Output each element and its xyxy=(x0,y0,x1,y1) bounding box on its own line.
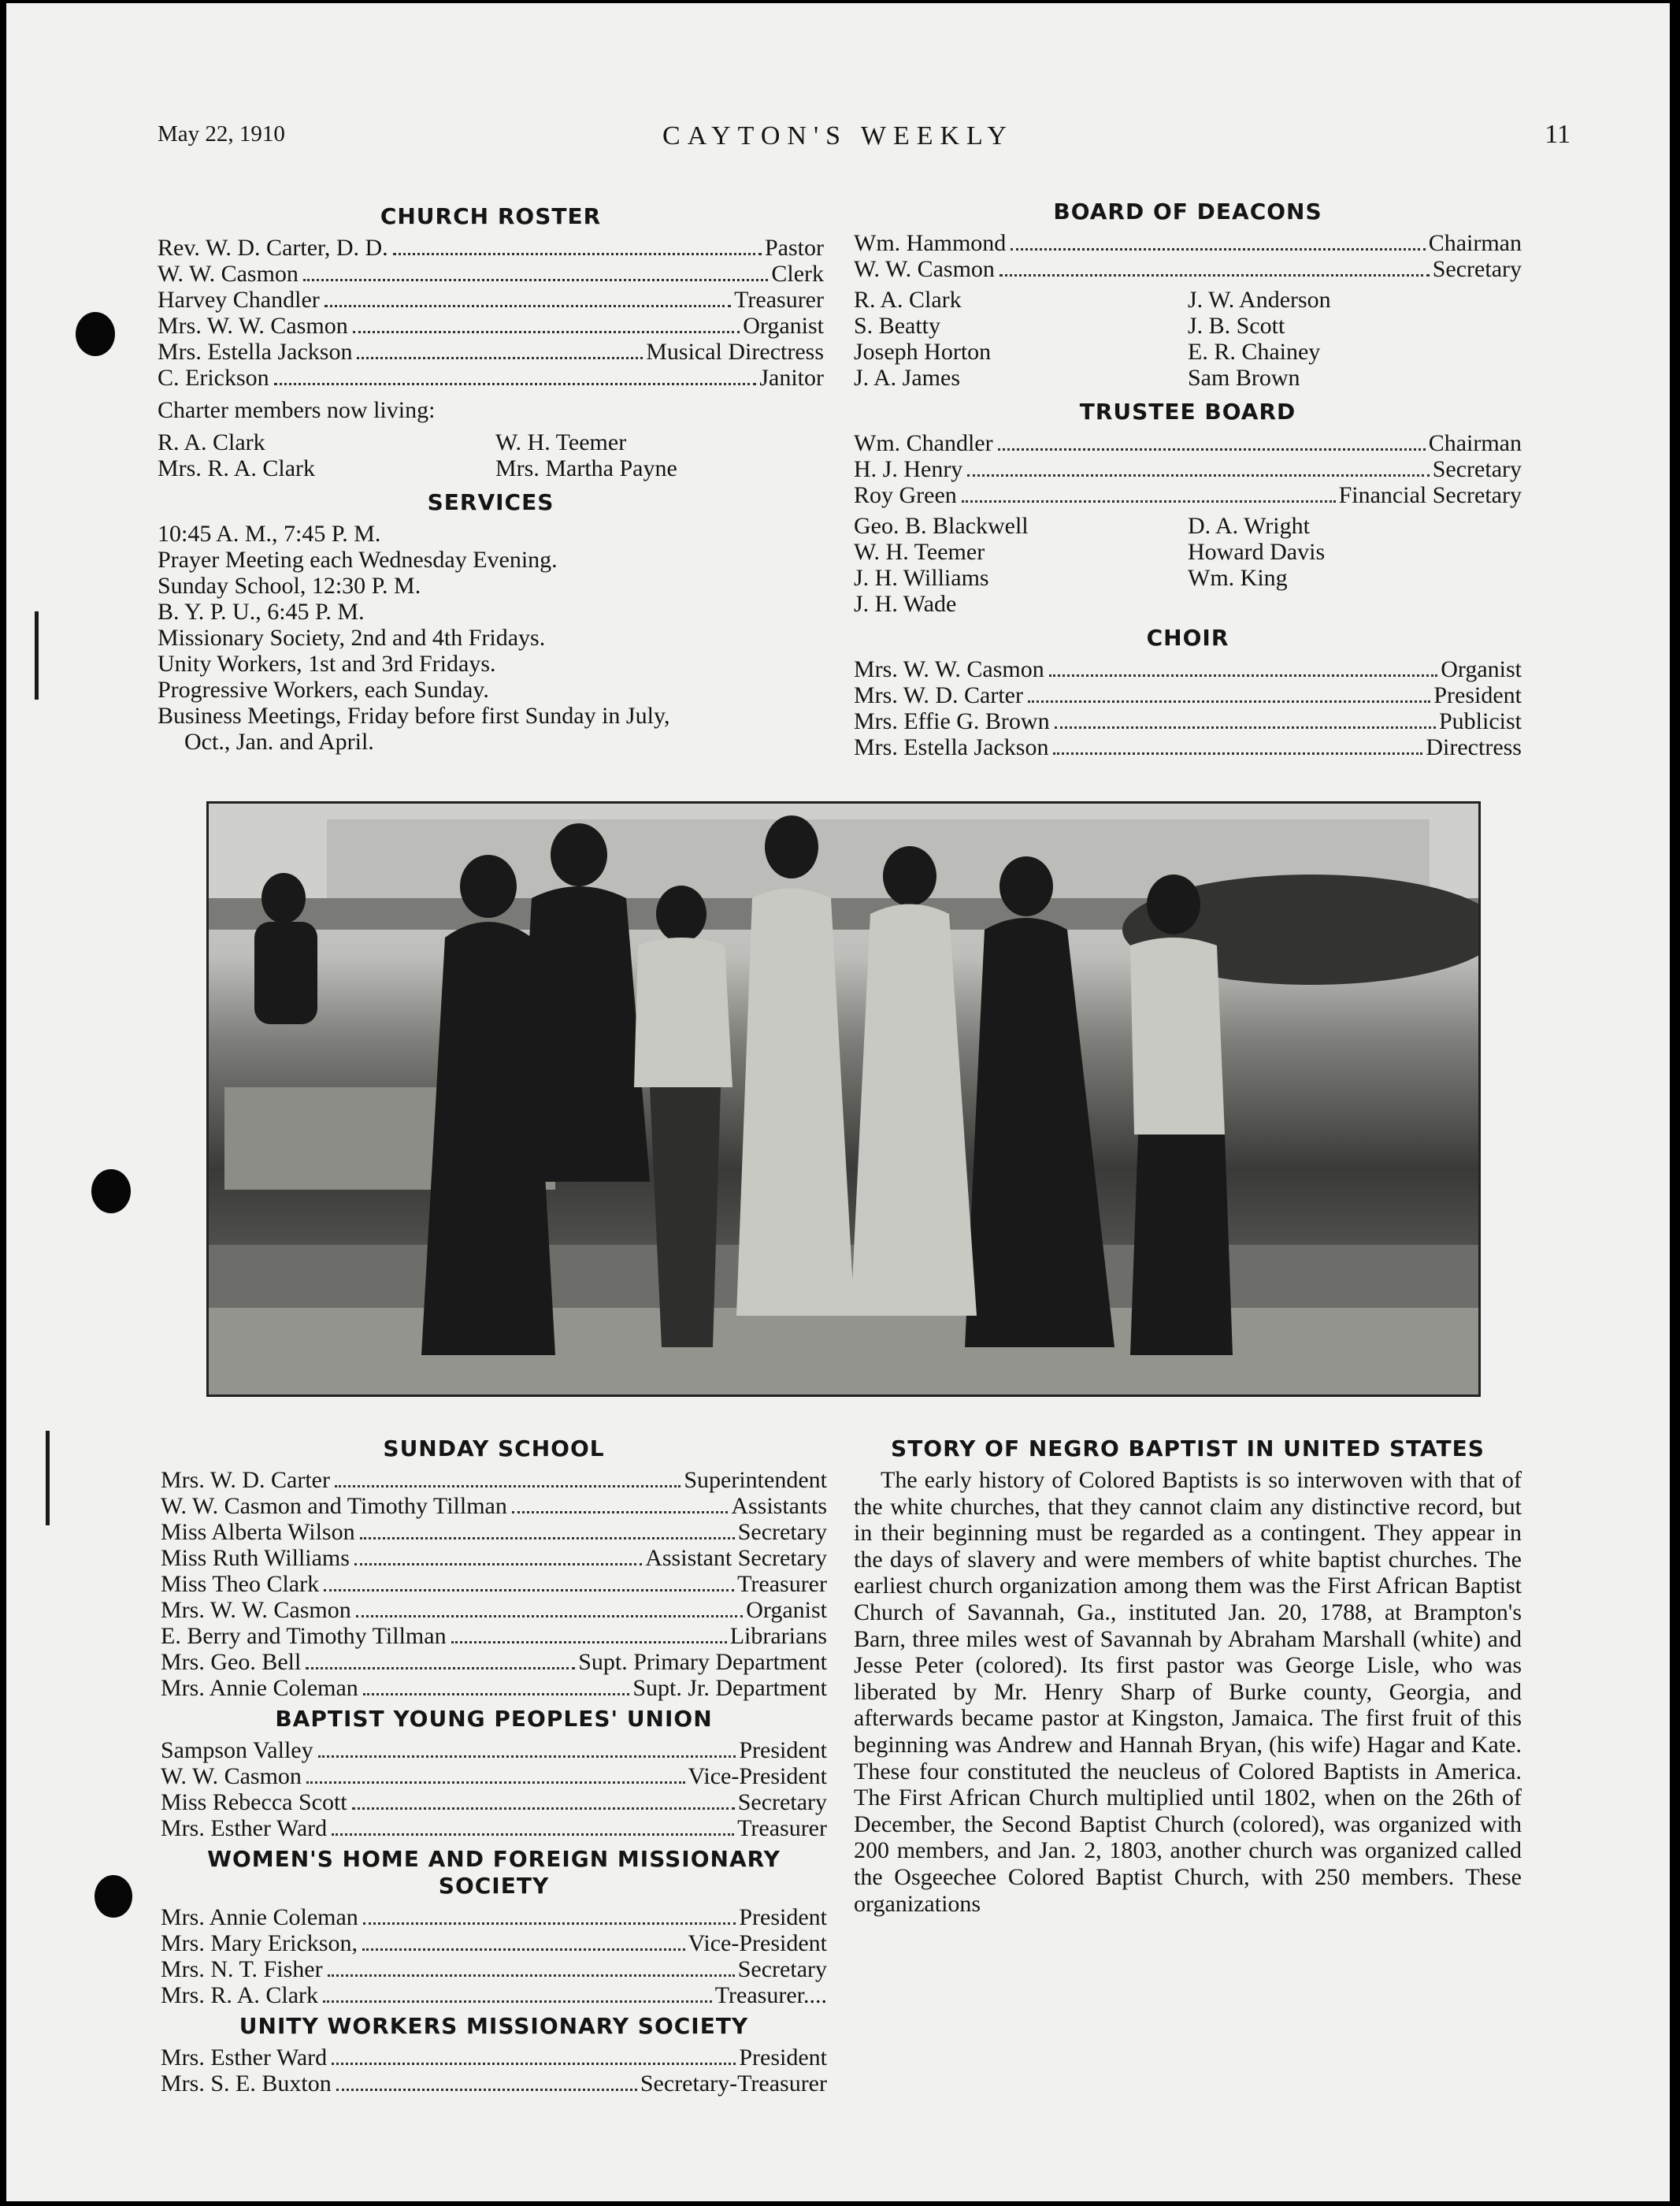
roster-row xyxy=(161,1467,827,1493)
choir-title: CHOIR xyxy=(1146,625,1229,651)
member-name: Mrs. R. A. Clark xyxy=(158,455,316,481)
roster-row xyxy=(158,261,824,287)
member-name: Mrs. Estella Jackson xyxy=(854,734,1049,760)
member-name: Mrs. W. D. Carter xyxy=(161,1467,330,1493)
unity-workers-title: UNITY WORKERS MISSIONARY SOCIETY xyxy=(239,2013,749,2039)
roster-row xyxy=(161,1545,827,1571)
member-name: Miss Rebecca Scott xyxy=(161,1789,347,1815)
member-name: W. W. Casmon xyxy=(158,261,299,287)
page-number: 11 xyxy=(1545,120,1571,149)
member-role: Musical Directress xyxy=(646,339,824,365)
roster-row xyxy=(158,235,824,261)
dot-leader xyxy=(512,1510,728,1513)
member-name: Mrs. Effie G. Brown xyxy=(854,708,1050,734)
member-name: Mrs. Mary Erickson, xyxy=(161,1930,358,1956)
roster-row xyxy=(161,1904,827,1930)
unity-workers-list xyxy=(161,2044,827,2096)
names-left xyxy=(854,513,1188,617)
member-role: Pastor xyxy=(765,235,824,261)
dot-leader xyxy=(306,1666,575,1669)
member-role: President xyxy=(739,1904,827,1930)
member-name: Mrs. Annie Coleman xyxy=(161,1675,358,1701)
member-name: W. H. Teemer xyxy=(495,429,627,455)
services-line: Missionary Society, 2nd and 4th Fridays. xyxy=(158,625,546,651)
member-role: Secretary-Treasurer xyxy=(640,2070,827,2096)
masthead: CAYTON'S WEEKLY xyxy=(662,121,1014,150)
member-name: J. B. Scott xyxy=(1188,313,1285,339)
trustee-members xyxy=(854,513,1522,617)
roster-row xyxy=(854,256,1522,282)
member-name: Howard Davis xyxy=(1188,539,1326,565)
member-name: R. A. Clark xyxy=(854,287,962,313)
member-role: Chairman xyxy=(1428,230,1522,256)
dot-leader xyxy=(332,1833,734,1836)
charter-members xyxy=(158,429,824,481)
member-name: Wm. King xyxy=(1188,565,1288,591)
dot-leader xyxy=(325,304,731,307)
dot-leader xyxy=(352,1807,735,1810)
member-role: President xyxy=(1433,682,1522,708)
issue-date: May 22, 1910 xyxy=(158,121,285,147)
services-list xyxy=(158,521,824,729)
punch-hole-top xyxy=(76,312,115,356)
member-name: Harvey Chandler xyxy=(158,287,320,313)
member-role: Secretary xyxy=(1432,456,1522,482)
roster-row xyxy=(158,339,824,365)
roster-row xyxy=(161,1930,827,1956)
trustee-officers xyxy=(854,430,1522,508)
member-name: Wm. Hammond xyxy=(854,230,1007,256)
roster-row xyxy=(158,313,824,339)
newspaper-page xyxy=(6,3,1670,2201)
services-line: Oct., Jan. and April. xyxy=(184,729,374,755)
member-name: S. Beatty xyxy=(854,313,940,339)
dot-leader xyxy=(393,252,762,255)
member-name: R. A. Clark xyxy=(158,429,265,455)
dot-leader xyxy=(967,474,1429,477)
dot-leader xyxy=(335,1484,681,1487)
dot-leader xyxy=(354,1562,642,1565)
womens-society-title: WOMEN'S HOME AND FOREIGN MISSIONARY xyxy=(207,1846,781,1872)
member-role: Secretary xyxy=(737,1956,827,1982)
roster-row xyxy=(161,1649,827,1675)
member-name: Mrs. W. W. Casmon xyxy=(158,313,348,339)
services-line: 10:45 A. M., 7:45 P. M. xyxy=(158,521,381,547)
group-photograph xyxy=(206,801,1481,1397)
member-name: Miss Alberta Wilson xyxy=(161,1519,355,1545)
member-role: Janitor xyxy=(759,365,824,391)
roster-row xyxy=(854,682,1522,708)
dot-leader xyxy=(274,382,757,385)
services-line: Sunday School, 12:30 P. M. xyxy=(158,573,421,599)
charter-heading: Charter members now living: xyxy=(158,397,436,423)
member-role: Supt. Jr. Department xyxy=(632,1675,827,1701)
roster-row xyxy=(854,482,1522,508)
dot-leader xyxy=(356,1614,744,1617)
member-role: Publicist xyxy=(1438,708,1522,734)
member-name: Roy Green xyxy=(854,482,957,508)
member-name: Mrs. W. W. Casmon xyxy=(161,1597,351,1623)
member-name: Mrs. Geo. Bell xyxy=(161,1649,302,1675)
roster-row xyxy=(161,1675,827,1701)
roster-row xyxy=(161,1789,827,1815)
member-name: Mrs. N. T. Fisher xyxy=(161,1956,323,1982)
left-bottom-column xyxy=(161,1431,827,2096)
roster-row xyxy=(161,1519,827,1545)
bypu-title: BAPTIST YOUNG PEOPLES' UNION xyxy=(275,1706,713,1732)
services-line: Unity Workers, 1st and 3rd Fridays. xyxy=(158,651,496,677)
member-name: J. A. James xyxy=(854,365,960,391)
trustee-board-title: TRUSTEE BOARD xyxy=(1079,399,1296,425)
member-role: Supt. Primary Department xyxy=(578,1649,827,1675)
womens-society-title-line2: SOCIETY xyxy=(438,1873,550,1899)
member-role: Organist xyxy=(746,1597,827,1623)
roster-row xyxy=(854,430,1522,456)
member-role: Superintendent xyxy=(684,1467,827,1493)
church-roster-title: CHURCH ROSTER xyxy=(380,203,602,229)
member-name: Mrs. W. D. Carter xyxy=(854,682,1023,708)
photo-illustration xyxy=(209,804,1478,1395)
member-role: Treasurer xyxy=(737,1815,827,1841)
member-name: Wm. Chandler xyxy=(854,430,993,456)
member-name: Mrs. Esther Ward xyxy=(161,2044,328,2070)
services-line: Prayer Meeting each Wednesday Evening. xyxy=(158,547,558,573)
scan-mark xyxy=(35,611,39,700)
member-role: Treasurer xyxy=(737,1571,827,1597)
names-right xyxy=(1188,513,1522,617)
dot-leader xyxy=(353,330,740,333)
member-name: H. J. Henry xyxy=(854,456,963,482)
member-name: Mrs. Estella Jackson xyxy=(158,339,353,365)
member-name: Geo. B. Blackwell xyxy=(854,513,1029,539)
dot-leader xyxy=(962,500,1336,503)
roster-row xyxy=(161,1763,827,1789)
services-line: B. Y. P. U., 6:45 P. M. xyxy=(158,599,365,625)
member-role: Librarians xyxy=(729,1623,827,1649)
member-role: Assistants xyxy=(731,1493,827,1519)
dot-leader xyxy=(324,1588,734,1591)
services-line: Progressive Workers, each Sunday. xyxy=(158,677,489,703)
right-top-column xyxy=(854,194,1522,760)
sunday-school-title: SUNDAY SCHOOL xyxy=(383,1435,605,1461)
roster-row xyxy=(854,708,1522,734)
dot-leader xyxy=(451,1640,727,1643)
member-role: Directress xyxy=(1426,734,1522,760)
right-bottom-column xyxy=(854,1431,1522,1917)
roster-row xyxy=(161,1623,827,1649)
member-role: Clerk xyxy=(771,261,824,287)
member-role: Financial Secretary xyxy=(1338,482,1522,508)
member-role: President xyxy=(739,1737,827,1763)
member-name: Joseph Horton xyxy=(854,339,992,365)
roster-row xyxy=(161,2070,827,2096)
roster-row xyxy=(161,1815,827,1841)
dot-leader xyxy=(323,2000,712,2003)
member-name: J. H. Williams xyxy=(854,565,989,591)
dot-leader xyxy=(303,278,768,281)
roster-row xyxy=(161,1737,827,1763)
member-name: C. Erickson xyxy=(158,365,269,391)
services-title: SERVICES xyxy=(427,489,554,515)
member-name: J. W. Anderson xyxy=(1188,287,1331,313)
member-name: Mrs. S. E. Buxton xyxy=(161,2070,332,2096)
dot-leader xyxy=(999,273,1430,277)
member-role: Organist xyxy=(743,313,824,339)
womens-society-list xyxy=(161,1904,827,2008)
left-top-column xyxy=(158,199,824,755)
member-role: Secretary xyxy=(737,1519,827,1545)
dot-leader xyxy=(1053,752,1422,755)
roster-row xyxy=(161,1956,827,1982)
member-role: Vice-President xyxy=(688,1763,827,1789)
roster-row xyxy=(854,456,1522,482)
member-name: Mrs. Annie Coleman xyxy=(161,1904,358,1930)
roster-row xyxy=(161,1597,827,1623)
dot-leader xyxy=(1049,674,1438,677)
member-role: Secretary xyxy=(737,1789,827,1815)
member-name: Mrs. Esther Ward xyxy=(161,1815,328,1841)
names-right xyxy=(1188,287,1522,391)
member-role: Treasurer xyxy=(734,287,824,313)
member-role: Organist xyxy=(1441,656,1522,682)
deacons-officers xyxy=(854,230,1522,282)
dot-leader xyxy=(328,1974,735,1977)
names-left xyxy=(854,287,1188,391)
roster-row xyxy=(161,1493,827,1519)
dot-leader xyxy=(318,1755,736,1758)
services-line: Business Meetings, Friday before first Sunday in July, xyxy=(158,703,670,729)
member-name: Miss Theo Clark xyxy=(161,1571,320,1597)
member-name: Sam Brown xyxy=(1188,365,1300,391)
member-name: Rev. W. D. Carter, D. D. xyxy=(158,235,388,261)
roster-row xyxy=(158,287,824,313)
member-name: W. W. Casmon xyxy=(854,256,995,282)
church-roster-list xyxy=(158,235,824,391)
member-name: D. A. Wright xyxy=(1188,513,1310,539)
member-name: Miss Ruth Williams xyxy=(161,1545,350,1571)
member-name: Mrs. Martha Payne xyxy=(495,455,677,481)
story-title: STORY OF NEGRO BAPTIST IN UNITED STATES xyxy=(891,1435,1485,1461)
member-role: Chairman xyxy=(1428,430,1522,456)
deacons-members xyxy=(854,287,1522,391)
member-role: Vice-President xyxy=(688,1930,827,1956)
sunday-school-list xyxy=(161,1467,827,1701)
member-name: W. W. Casmon xyxy=(161,1763,302,1789)
bypu-list xyxy=(161,1737,827,1841)
member-name: E. R. Chainey xyxy=(1188,339,1321,365)
dot-leader xyxy=(360,1536,735,1539)
roster-row xyxy=(161,1982,827,2008)
dot-leader xyxy=(363,1922,736,1925)
names-left xyxy=(158,429,486,481)
dot-leader xyxy=(336,2088,637,2091)
dot-leader xyxy=(362,1948,685,1951)
member-name: W. H. Teemer xyxy=(854,539,985,565)
choir-list xyxy=(854,656,1522,760)
roster-row xyxy=(854,656,1522,682)
punch-hole-bottom xyxy=(95,1875,132,1918)
member-role: Assistant Secretary xyxy=(645,1545,827,1571)
member-role: Treasurer.... xyxy=(714,1982,827,2008)
scan-mark xyxy=(46,1431,50,1525)
roster-row xyxy=(158,365,824,391)
punch-hole-middle xyxy=(91,1169,131,1213)
roster-row xyxy=(854,734,1522,760)
roster-row xyxy=(161,2044,827,2070)
dot-leader xyxy=(998,448,1426,451)
member-name xyxy=(1188,591,1522,617)
member-name: J. H. Wade xyxy=(854,591,957,617)
member-role: President xyxy=(739,2044,827,2070)
member-name: Mrs. R. A. Clark xyxy=(161,1982,319,2008)
dot-leader xyxy=(357,356,643,359)
dot-leader xyxy=(363,1692,630,1695)
dot-leader xyxy=(306,1781,685,1784)
story-body: The early history of Colored Baptists is so interwoven with that of the white churches, that they cannot claim any distinctive record, but in their beginning must be regarded as a contingent. They appear in the days of slavery and were members of white baptist churches. The earliest church organization among them was the First African Baptist Church of Savannah, Ga., instituted Jan. 20, 1788, at Brampton's Barn, three miles west of Savannah by Abraham Marshall (white) and Jesse Peter (colored). Its first pastor was George Lisle, who was liberated by Mr. Henry Sharp of Burke county, Georgia, and afterwards became pastor at Kingston, Jamaica. The first fruit of this beginning was Andrew and Hannah Bryan, (his wife) Hagar and Kate. These four constituted the neucleus of Colored Baptists in America. The First African Church multiplied until 1802, when on the 26th of December, the Second Baptist Church (colored), was organized with 200 members, and Jan. 2, 1803, another church was organized called the Osgeechee Colored Baptist Church, with 250 members. These organizations xyxy=(854,1467,1522,1917)
member-name: Sampson Valley xyxy=(161,1737,313,1763)
dot-leader xyxy=(1011,247,1425,251)
member-role: Secretary xyxy=(1432,256,1522,282)
roster-row xyxy=(161,1571,827,1597)
names-right xyxy=(486,429,824,481)
dot-leader xyxy=(1028,700,1430,703)
board-of-deacons-title: BOARD OF DEACONS xyxy=(1053,199,1322,225)
dot-leader xyxy=(1055,726,1436,729)
dot-leader xyxy=(332,2062,736,2065)
member-name: E. Berry and Timothy Tillman xyxy=(161,1623,447,1649)
member-name: W. W. Casmon and Timothy Tillman xyxy=(161,1493,507,1519)
member-name: Mrs. W. W. Casmon xyxy=(854,656,1044,682)
roster-row xyxy=(854,230,1522,256)
